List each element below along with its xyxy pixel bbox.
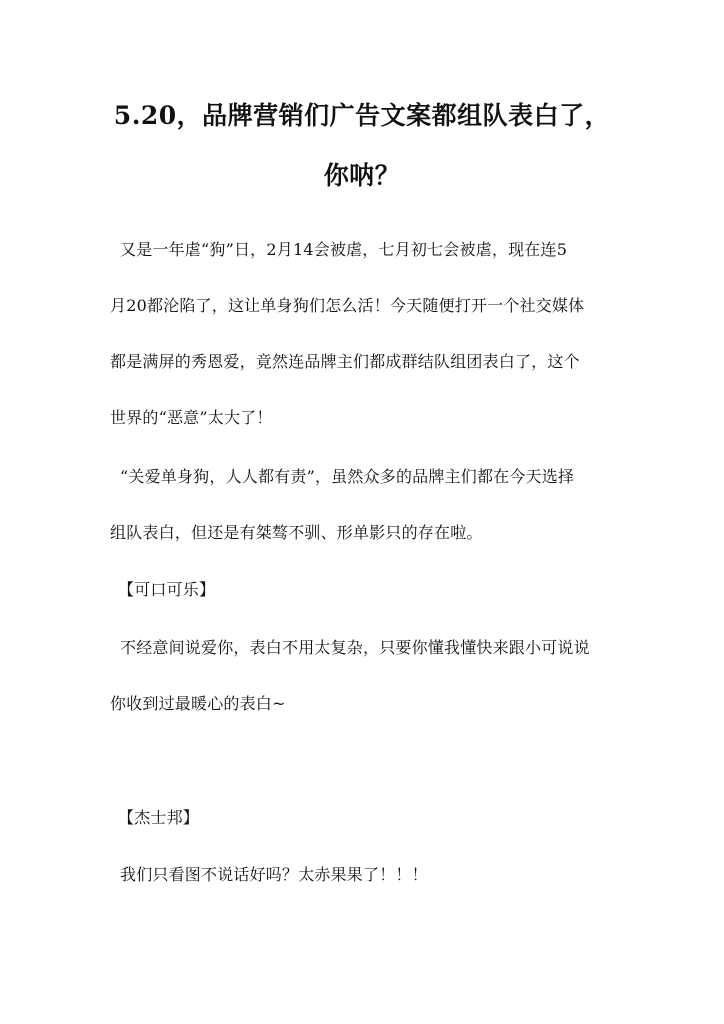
paragraph-1-line-4: 世界的“恶意”太大了！	[110, 408, 273, 427]
section-heading-jissbon: 【杰士邦】	[118, 808, 200, 827]
section-2-line-1: 我们只看图不说话好吗？太赤果果了！！！	[120, 865, 428, 884]
paragraph-1-line-3: 都是满屏的秀恩爱，竟然连品牌主们都成群结队组团表白了，这个	[110, 352, 580, 371]
paragraph-2-line-1: “关爱单身狗，人人都有责”，虽然众多的品牌主们都在今天选择	[120, 467, 575, 486]
section-1-line-2: 你收到过最暖心的表白~	[110, 694, 286, 713]
paragraph-1-line-1: 又是一年虐“狗”日，2月14会被虐，七月初七会被虐，现在连5	[120, 240, 568, 259]
section-heading-coca-cola: 【可口可乐】	[118, 580, 216, 599]
paragraph-1-line-2: 月20都沦陷了，这让单身狗们怎么活！今天随便打开一个社交媒体	[110, 296, 585, 315]
paragraph-2-line-2: 组队表白，但还是有桀骜不驯、形单影只的存在啦。	[110, 523, 483, 542]
section-1-line-1: 不经意间说爱你，表白不用太复杂，只要你懂我懂快来跟小可说说	[120, 638, 590, 657]
article-title-line-1: 5.20，品牌营销们广告文案都组队表白了，	[113, 101, 611, 130]
article-title-line-2: 你呐？	[323, 161, 401, 190]
